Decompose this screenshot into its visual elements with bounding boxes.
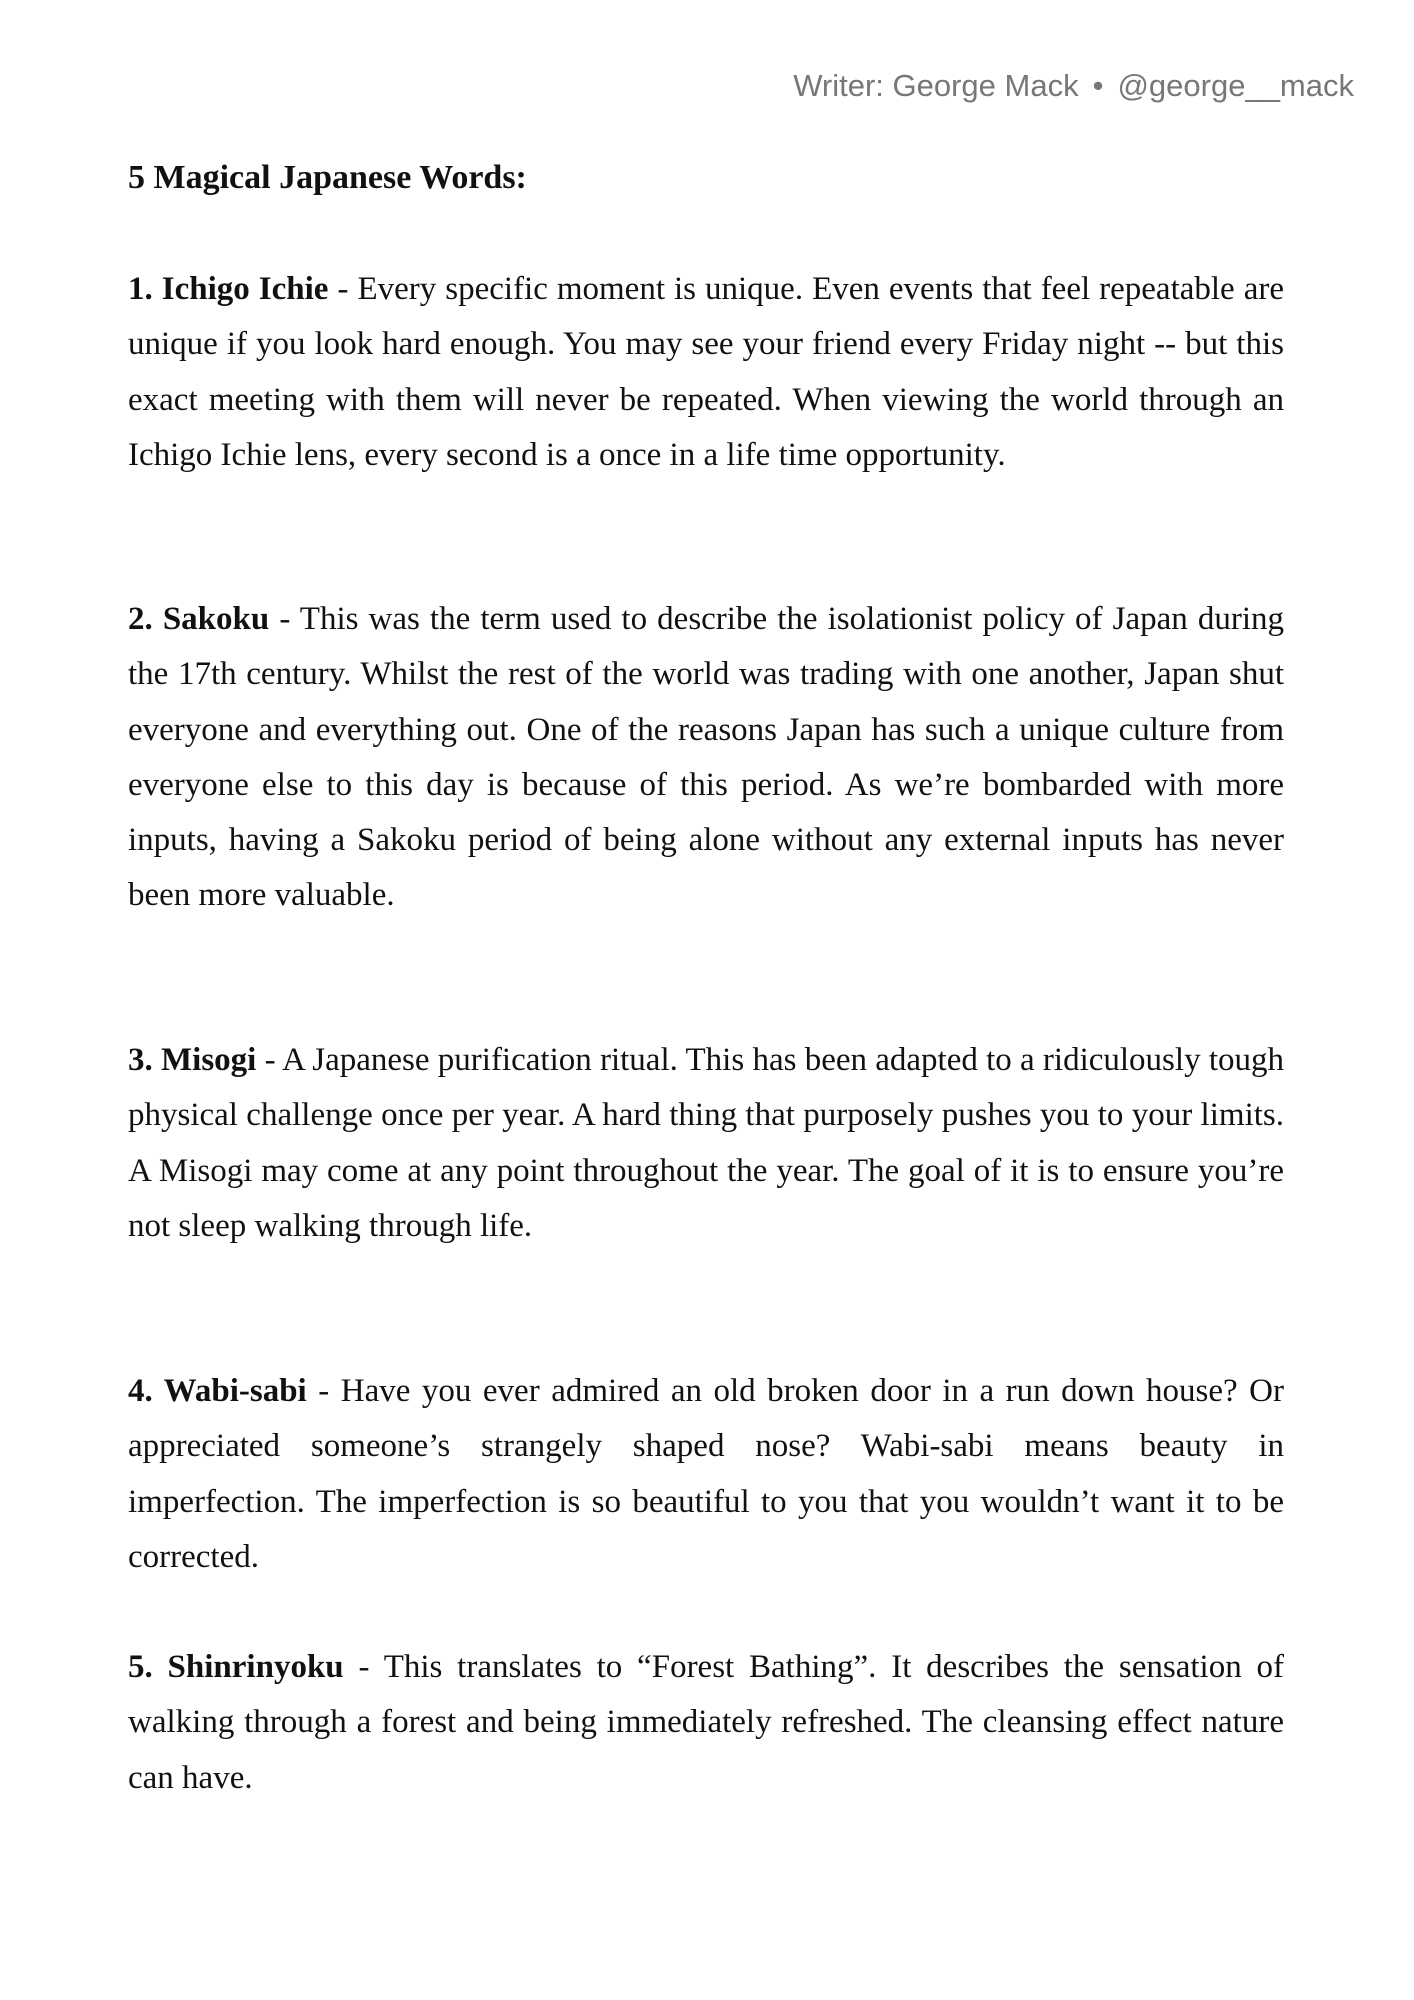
- entry-text: Every specific moment is unique. Even events that feel repeatable are unique if you look hard enough. You may see your friend every Friday night -- but this exact meeting with them will never be repeated. When viewing the world through an Ichigo Ichie lens, every second is a once in a life time opportunity.: [128, 271, 1284, 473]
- word-entry-ichigo-ichie: [128, 262, 1284, 483]
- byline: [793, 68, 1354, 104]
- entry-dash: -: [269, 601, 300, 637]
- writer-name: Writer: George Mack: [793, 68, 1079, 103]
- entry-term: 1. Ichigo Ichie: [128, 271, 329, 307]
- entry-term: 2. Sakoku: [128, 601, 270, 637]
- word-entry-sakoku: [128, 592, 1284, 924]
- entry-text: This translates to “Forest Bathing”. It describes the sensation of walking through a forest and being immediately refreshed. The cleansing effect nature can have.: [128, 1649, 1284, 1796]
- page-title: 5 Magical Japanese Words:: [128, 159, 527, 196]
- word-entry-wabi-sabi: [128, 1364, 1284, 1585]
- article: [128, 150, 1284, 1796]
- entry-text: This was the term used to describe the isolationist policy of Japan during the 17th century. Whilst the rest of the world was trading with one another, Japan shut everyone and everything out. One of the reasons Japan has such a unique culture from everyone else to this day is because of this period. As we’re bombarded with more inputs, having a Sakoku period of being alone without any external inputs has never been more valuable.: [128, 601, 1284, 914]
- entry-dash: -: [328, 271, 358, 307]
- entry-term: 5. Shinrinyoku: [128, 1649, 344, 1685]
- entry-term: 4. Wabi-sabi: [128, 1373, 307, 1409]
- writer-handle: @george__mack: [1117, 68, 1354, 103]
- entry-text: A Japanese purification ritual. This has been adapted to a ridiculously tough physical challenge once per year. A hard thing that purposely pushes you to your limits. A Misogi may come at any point throughout the year. The goal of it is to ensure you’re not sleep walking through life.: [128, 1042, 1284, 1244]
- word-entry-misogi: [128, 1033, 1284, 1254]
- word-entry-shinrinyoku: [128, 1640, 1284, 1806]
- entry-term: 3. Misogi: [128, 1042, 257, 1078]
- entry-dash: -: [306, 1373, 341, 1409]
- bullet-separator: •: [1092, 68, 1104, 103]
- entry-text: Have you ever admired an old broken door in a run down house? Or appreciated someone’s strangely shaped nose? Wabi-sabi means beauty in imperfection. The imperfection is so beautiful to you that you wouldn’t want it to be corrected.: [128, 1373, 1284, 1575]
- entry-dash: -: [256, 1042, 282, 1078]
- entry-dash: -: [343, 1649, 384, 1685]
